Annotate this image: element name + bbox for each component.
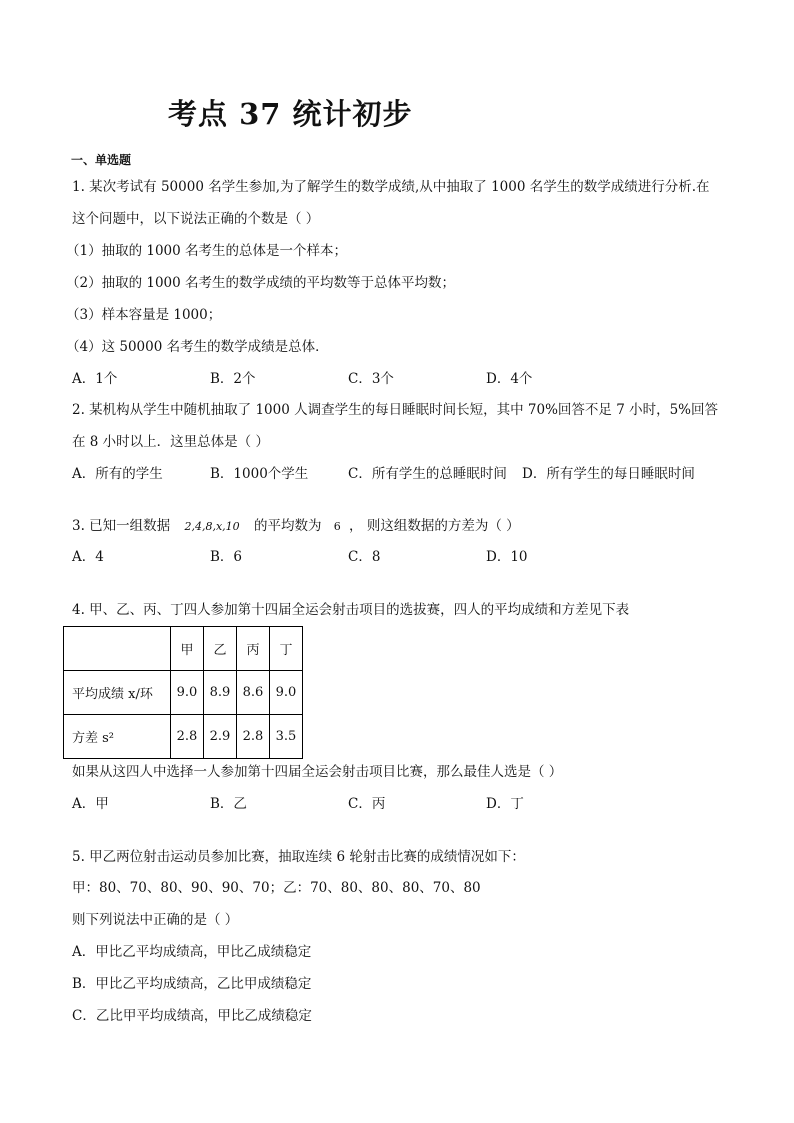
- table-header-cell: 丙: [237, 627, 270, 671]
- question-2-option-d[interactable]: D．所有学生的每日睡眠时间: [522, 466, 695, 482]
- question-3-stem: [72, 520, 520, 534]
- table-row-label: 方差 s²: [64, 715, 171, 759]
- question-3-option-d[interactable]: D．10: [486, 549, 528, 565]
- page-title: 考点 37 统计初步: [168, 97, 413, 131]
- question-5-scores: 甲：80、70、80、90、90、70；乙：70、80、80、80、70、80: [72, 880, 481, 896]
- question-3-data-formula: 2,4,8,x,10: [184, 520, 240, 533]
- table-cell: 2.8: [171, 715, 204, 759]
- table-cell: 8.6: [237, 671, 270, 715]
- question-5-option-c[interactable]: C．乙比甲平均成绩高，甲比乙成绩稳定: [72, 1008, 312, 1024]
- table-header-cell: 乙: [204, 627, 237, 671]
- question-5-option-b[interactable]: B．甲比乙平均成绩高，乙比甲成绩稳定: [72, 976, 312, 992]
- table-row: [64, 715, 303, 759]
- table-cell: 8.9: [204, 671, 237, 715]
- table-header-cell: 丁: [270, 627, 303, 671]
- question-4-prompt: 如果从这四人中选择一人参加第十四届全运会射击项目比赛，那么最佳人选是（ ）: [72, 764, 563, 780]
- table-row: [64, 671, 303, 715]
- table-cell: 2.9: [204, 715, 237, 759]
- question-2-stem-line-2: 在 8 小时以上．这里总体是（ ）: [72, 434, 269, 450]
- table-row-label: 平均成绩 x/环: [64, 671, 171, 715]
- question-1-statement-3: （3）样本容量是 1000；: [66, 307, 222, 323]
- question-5-prompt: 则下列说法中正确的是（ ）: [72, 912, 239, 928]
- question-5-option-a[interactable]: A．甲比乙平均成绩高，甲比乙成绩稳定: [72, 944, 312, 960]
- question-2-option-b[interactable]: B．1000个学生: [210, 466, 309, 482]
- question-2-stem-line-1: 2. 某机构从学生中随机抽取了 1000 人调查学生的每日睡眠时间长短，其中 70%回答不足 7 小时，5%回答: [72, 402, 718, 418]
- question-3-option-a[interactable]: A．4: [72, 549, 104, 565]
- table-cell: 9.0: [270, 671, 303, 715]
- question-4-option-a[interactable]: A．甲: [72, 796, 109, 812]
- question-3-mean-formula: 6: [333, 520, 341, 533]
- table-cell: 9.0: [171, 671, 204, 715]
- question-2-option-a[interactable]: A．所有的学生: [72, 466, 163, 482]
- table-cell: 3.5: [270, 715, 303, 759]
- table-header-row: [64, 627, 303, 671]
- section-heading: 一、单选题: [71, 153, 132, 167]
- question-4-option-c[interactable]: C．丙: [348, 796, 386, 812]
- question-3-option-c[interactable]: C．8: [348, 549, 381, 565]
- question-1-statement-2: （2）抽取的 1000 名考生的数学成绩的平均数等于总体平均数；: [66, 275, 456, 291]
- score-table: [63, 626, 303, 759]
- question-5-stem: 5. 甲乙两位射击运动员参加比赛，抽取连续 6 轮射击比赛的成绩情况如下：: [72, 849, 525, 865]
- question-1-option-d[interactable]: D．4个: [486, 371, 533, 387]
- question-3-option-b[interactable]: B．6: [210, 549, 243, 565]
- table-cell: 2.8: [237, 715, 270, 759]
- question-1-stem-line-2: 这个问题中，以下说法正确的个数是（ ）: [72, 211, 320, 227]
- question-4-stem: 4. 甲、乙、丙、丁四人参加第十四届全运会射击项目的选拔赛，四人的平均成绩和方差见下表: [72, 602, 630, 618]
- table-header-cell: [64, 627, 171, 671]
- question-1-statement-4: （4）这 50000 名考生的数学成绩是总体．: [66, 339, 329, 355]
- question-4-option-b[interactable]: B．乙: [210, 796, 247, 812]
- question-1-option-a[interactable]: A．1个: [72, 371, 118, 387]
- question-3-middle: 的平均数为: [253, 518, 322, 534]
- question-4-option-d[interactable]: D．丁: [486, 796, 524, 812]
- question-3-prefix: 3. 已知一组数据: [72, 518, 171, 534]
- question-1-stem-line-1: 1. 某次考试有 50000 名学生参加,为了解学生的数学成绩,从中抽取了 1000 名学生的数学成绩进行分析.在: [72, 179, 710, 195]
- table-header-cell: 甲: [171, 627, 204, 671]
- question-1-option-b[interactable]: B．2个: [210, 371, 256, 387]
- question-1-option-c[interactable]: C．3个: [348, 371, 394, 387]
- question-3-suffix: ， 则这组数据的方差为（ ）: [349, 518, 520, 534]
- question-1-statement-1: （1）抽取的 1000 名考生的总体是一个样本；: [66, 243, 348, 259]
- question-2-option-c[interactable]: C．所有学生的总睡眠时间: [348, 466, 507, 482]
